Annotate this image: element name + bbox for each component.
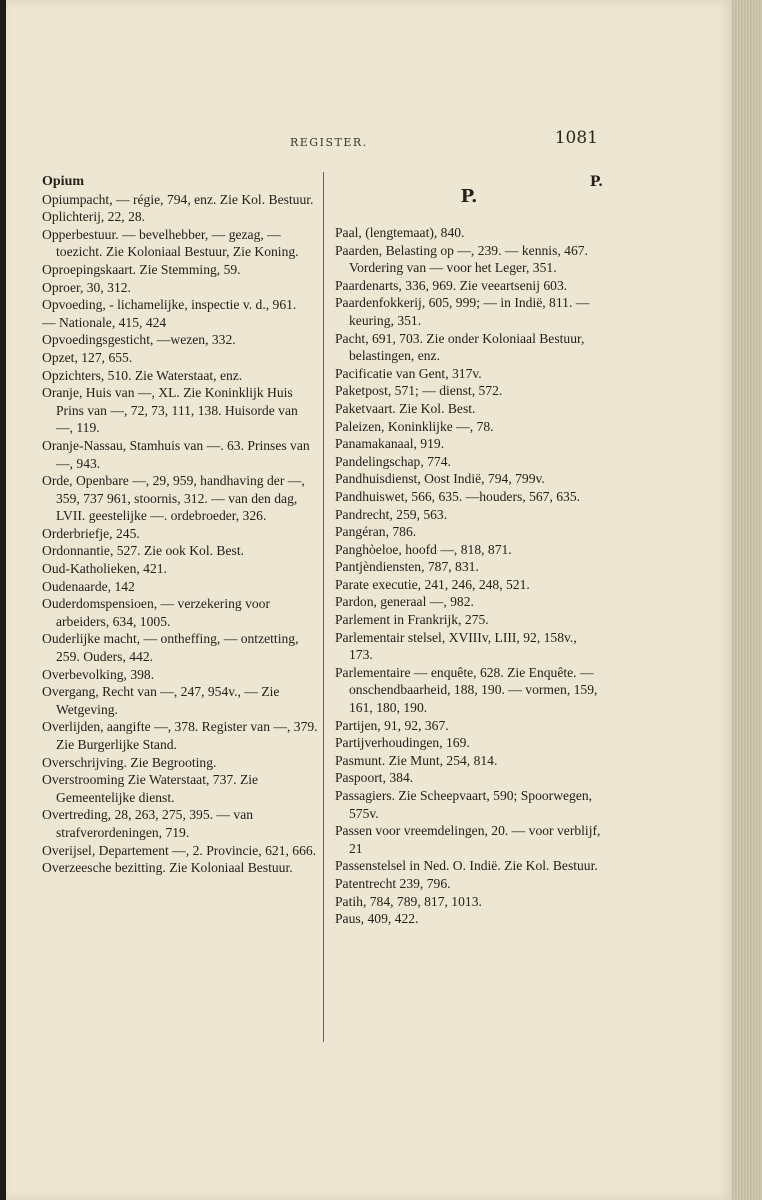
index-entry: Opzichters, 510. Zie Waterstaat, enz. [42,367,243,383]
index-entry: Orderbriefje, 245. [42,525,140,541]
index-entry: Opiumpacht, — régie, 794, enz. Zie Kol. Bestuur. [42,191,314,207]
index-entry: Overbevolking, 398. [42,666,155,682]
index-entry: Pardon, generaal —, 982. [335,594,474,610]
index-entry: Patentrecht 239, 796. [335,875,451,891]
index-entry: Panamakanaal, 919. [335,436,445,452]
index-entry: Overstrooming Zie Waterstaat, 737. Zie Gemeentelijke dienst. [42,772,259,805]
index-entry: Parlementair stelsel, XVIIIv, LIII, 92, 158v., 173. [335,629,577,663]
page-header [38,128,598,154]
running-head: REGISTER. [290,136,368,149]
index-entry: Passagiers. Zie Scheepvaart, 590; Spoorwegen, 575v. [335,788,593,821]
index-entry: Patih, 784, 789, 817, 1013. [335,893,482,909]
index-entry: Oudenaarde, 142 [42,578,135,594]
page-edges [732,0,762,1200]
section-letter: P. [460,186,478,207]
index-entry: Oranje, Huis van —, XL. Zie Koninklijk Huis Prins van —, 72, 73, 111, 138. Huisorde van —, 119. [42,385,298,436]
index-entry: Oplichterij, 22, 28. [42,209,146,225]
index-entry: Pangéran, 786. [335,524,417,540]
index-entry: Parate executie, 241, 246, 248, 521. [335,576,530,592]
index-entry: Pantjèndiensten, 787, 831. [335,559,479,575]
register-page [6,0,732,1200]
index-entry: Parlement in Frankrijk, 275. [335,612,489,628]
index-entry: Pacificatie van Gent, 317v. [335,365,482,381]
index-entry: Pacht, 691, 703. Zie onder Koloniaal Bestuur, belastingen, enz. [335,330,585,364]
index-entry: Paardenfokkerij, 605, 999; — in Indië, 811. — keuring, 351. [335,295,590,328]
index-entry: Overijsel, Departement —, 2. Provincie, 621, 666. [42,842,317,858]
column-divider [323,172,324,1042]
index-entry: Partijen, 91, 92, 367. [335,717,449,733]
index-entry: Paarden, Belasting op —, 239. — kennis, 467. Vordering van — voor het Leger, 351. [335,242,588,276]
index-entry: Parlementaire — enquête, 628. Zie Enquête. — onschendbaarheid, 188, 190. — vormen, 159, 161, 180, 190. [335,664,598,716]
section-header [335,174,603,224]
index-column-right [335,174,603,928]
index-entry: Opperbestuur. — bevelhebber, — gezag, — toezicht. Zie Koloniaal Bestuur, Zie Koning. [42,226,299,260]
index-entry: Oproer, 30, 312. [42,279,131,295]
index-entry: — Nationale, 415, 424 [42,314,167,330]
index-entry: Opzet, 127, 655. [42,349,133,365]
index-column-left [42,173,318,877]
index-entry: Opvoeding, - lichamelijke, inspectie v. d., 961. [42,297,297,313]
index-entry: Orde, Openbare —, 29, 959, handhaving der —, 359, 737 961, stoornis, 312. — van den dag, LVII. geestelijke —. ordebroeder, 326. [42,473,305,524]
page-number: 1081 [554,128,598,148]
index-entry: Opvoedingsgesticht, —wezen, 332. [42,332,236,348]
index-entry: Passen voor vreemdelingen, 20. — voor verblijf, 21 [335,823,601,856]
index-entry: Pandhuiswet, 566, 635. —houders, 567, 635. [335,488,581,504]
index-entry: Passenstelsel in Ned. O. Indië. Zie Kol. Bestuur. [335,858,598,874]
column-letter: P. [589,174,603,190]
index-entry: Paketvaart. Zie Kol. Best. [335,400,476,416]
index-entry: Overgang, Recht van —, 247, 954v., — Zie Wetgeving. [42,684,280,717]
index-entry: Ouderlijke macht, — ontheffing, — ontzetting, 259. Ouders, 442. [42,631,299,665]
index-entry: Paal, (lengtemaat), 840. [335,225,465,240]
index-entry: Opium [42,174,85,189]
index-entry: Pandhuisdienst, Oost Indië, 794, 799v. [335,471,545,487]
index-entry: Panghòeloe, hoofd —, 818, 871. [335,541,512,557]
index-entry: Partijverhoudingen, 169. [335,735,470,751]
index-entry: Oproepingskaart. Zie Stemming, 59. [42,261,241,277]
index-entry: Oud-Katholieken, 421. [42,561,167,577]
index-entry: Pandelingschap, 774. [335,453,451,469]
index-entry: Overschrijving. Zie Begrooting. [42,754,217,770]
index-entry: Overlijden, aangifte —, 378. Register van —, 379. Zie Burgerlijke Stand. [42,719,318,752]
index-entry: Overtreding, 28, 263, 275, 395. — van strafverordeningen, 719. [42,807,254,840]
index-entry: Ouderdomspensioen, — verzekering voor arbeiders, 634, 1005. [42,596,271,629]
index-entry: Paketpost, 571; — dienst, 572. [335,383,503,399]
index-entry: Paspoort, 384. [335,770,414,786]
index-entry: Paardenarts, 336, 969. Zie veeartsenij 603. [335,277,568,293]
index-entry: Overzeesche bezitting. Zie Koloniaal Bestuur. [42,860,293,876]
index-entry: Oranje-Nassau, Stamhuis van —. 63. Prinses van —, 943. [42,437,310,471]
index-entry: Pasmunt. Zie Munt, 254, 814. [335,752,498,768]
index-entry: Paleizen, Koninklijke —, 78. [335,418,494,434]
index-entry: Paus, 409, 422. [335,911,419,927]
index-entry: Pandrecht, 259, 563. [335,506,448,522]
index-entry: Ordonnantie, 527. Zie ook Kol. Best. [42,543,244,559]
